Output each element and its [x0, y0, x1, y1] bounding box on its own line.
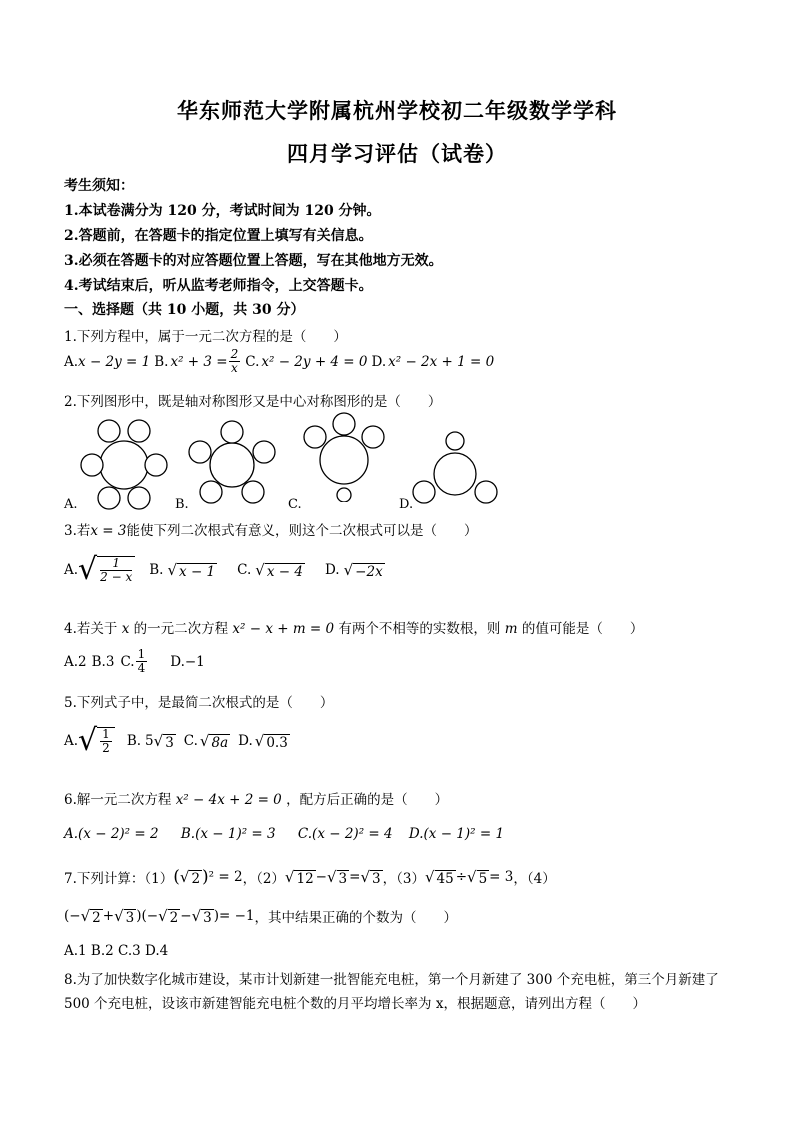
- notice-item: 2.答题前，在答题卡的指定位置上填写有关信息。: [64, 228, 373, 244]
- sqrt-icon: √: [114, 906, 124, 925]
- center-circle: [100, 441, 148, 489]
- item-4-radical: [158, 907, 180, 926]
- item-2-radical: [327, 868, 349, 887]
- petal-circle: [242, 481, 264, 503]
- option-a: A.(x − 2)² = 2: [64, 826, 159, 842]
- stem-equation: x² − 4x + 2 = 0: [175, 792, 282, 808]
- option-label: D.: [371, 353, 387, 370]
- operator: ÷: [455, 869, 468, 885]
- stem-text: 3.若: [64, 523, 91, 539]
- figure-d: [410, 428, 500, 510]
- stem-text: 的值可能是（ ）: [521, 621, 644, 637]
- question-2-stem: 2.下列图形中，既是轴对称图形又是中心对称图形的是（ ）: [64, 394, 442, 410]
- item-4-radical: [192, 907, 214, 926]
- fraction-numerator: 2: [230, 347, 239, 361]
- question-3-stem: [64, 519, 478, 539]
- figure-b: [186, 420, 278, 512]
- coefficient: 5: [145, 733, 154, 749]
- stem-text: 6.解一元二次方程: [64, 792, 172, 808]
- radicand: 2: [191, 870, 201, 887]
- separator: ，（3）: [382, 871, 425, 887]
- radicand: [97, 556, 135, 588]
- radicand: 2: [169, 909, 179, 926]
- option-a: x − 2y = 1: [78, 353, 151, 370]
- item-4-radical: [114, 907, 136, 926]
- petal-circle: [128, 420, 150, 442]
- petal-circle: [475, 481, 497, 503]
- option-b: B.3: [91, 653, 115, 670]
- question-3-options: [64, 552, 385, 588]
- option-d-radical: [255, 732, 290, 751]
- question-5-stem: 5.下列式子中，是最简二次根式的是（ ）: [64, 695, 334, 711]
- operator: = 3: [489, 869, 514, 885]
- option-d: x² − 2x + 1 = 0: [388, 353, 495, 370]
- option-label: C.: [183, 733, 198, 749]
- fraction-numerator: 1: [102, 727, 110, 741]
- section-heading: 一、选择题（共 10 小题，共 30 分）: [64, 302, 305, 318]
- option-d: D.−1: [170, 653, 205, 670]
- option-label: C.: [288, 497, 302, 512]
- operator: −: [180, 908, 192, 924]
- option-label: A.: [64, 353, 79, 370]
- paren: ): [202, 867, 209, 887]
- option-a-radical: [78, 552, 135, 588]
- stem-text: 能使下列二次根式有意义，则这个二次根式可以是（ ）: [126, 523, 478, 539]
- option-label: B.: [126, 733, 142, 749]
- sqrt-icon: √: [153, 731, 164, 750]
- question-4-options: [64, 648, 205, 675]
- sqrt-icon: √: [360, 867, 371, 886]
- question-7-stem-cont: [64, 906, 457, 926]
- petal-circle: [98, 487, 120, 509]
- option-d: D.(x − 1)² = 1: [408, 826, 505, 842]
- fraction-denominator: x: [231, 361, 238, 375]
- item-4-result: = −1: [219, 908, 255, 924]
- question-5-options: [64, 723, 290, 759]
- stem-equation: x² − x + m = 0: [232, 621, 335, 637]
- item-3-radical: [425, 868, 456, 887]
- radicand: 12: [296, 870, 314, 887]
- operator: +: [102, 908, 115, 924]
- sqrt-icon: √: [467, 867, 477, 886]
- notice-item: 3.必须在答题卡的对应答题位置上答题，写在其他地方无效。: [64, 253, 443, 269]
- question-8-stem-cont: 500 个充电桩，设该市新建智能充电桩个数的月平均增长率为 x，根据题意，请列出方程（ ）: [64, 996, 646, 1012]
- figure-c: [298, 410, 390, 502]
- separator: ，（2）: [242, 871, 285, 887]
- petal-circle: [128, 487, 150, 509]
- petal-circle: [145, 454, 167, 476]
- stem-text: 4.若关于: [64, 621, 118, 637]
- question-1-stem: 1.下列方程中，属于一元二次方程的是（ ）: [64, 329, 347, 345]
- item-1-result: ² = 2: [208, 869, 243, 885]
- stem-variable: m: [504, 621, 518, 637]
- notice-item: 1.本试卷满分为 120 分，考试时间为 120 分钟。: [64, 203, 381, 219]
- item-2-radical: [285, 868, 316, 887]
- radicand: 3: [338, 870, 348, 887]
- question-6-options: [64, 826, 504, 842]
- fraction-numerator: 1: [137, 647, 146, 661]
- option-d-radical: [344, 561, 385, 580]
- option-label: A.: [64, 562, 79, 578]
- option-b: B.(x − 1)² = 3: [180, 826, 276, 842]
- item-4-radical: [81, 907, 103, 926]
- petal-circle: [362, 426, 384, 448]
- radicand: x − 4: [266, 563, 303, 580]
- stem-text: 7.下列计算：（1）: [64, 871, 174, 887]
- option-label: D.: [324, 562, 340, 578]
- option-label: C.: [120, 653, 135, 670]
- notice-heading: 考生须知：: [64, 178, 134, 194]
- petal-circle: [200, 481, 222, 503]
- option-c: C.(x − 2)² = 4: [297, 826, 393, 842]
- radicand: 5: [478, 870, 488, 887]
- option-label: B.: [154, 353, 169, 370]
- sqrt-icon: √: [78, 552, 98, 587]
- question-7-stem: [64, 867, 556, 887]
- sqrt-icon: √: [80, 906, 91, 925]
- stem-variable: x: [121, 621, 130, 637]
- radicand-fraction: [100, 557, 132, 584]
- radicand: 45: [436, 870, 454, 887]
- stem-text: 的一元二次方程: [133, 621, 229, 637]
- fraction-numerator: 1: [100, 557, 132, 571]
- sqrt-icon: √: [167, 560, 178, 579]
- option-a-radical: [78, 723, 115, 759]
- petal-circle: [333, 413, 355, 435]
- petal-circle: [337, 488, 351, 502]
- stem-text: ，配方后正确的是（ ）: [286, 792, 449, 808]
- option-b-radical: [154, 732, 176, 751]
- question-1-options: [64, 348, 494, 375]
- petal-circle: [253, 441, 275, 463]
- radicand: [97, 727, 115, 759]
- center-circle: [210, 443, 254, 487]
- option-label: D.: [238, 733, 253, 749]
- separator: ，（4）: [513, 871, 556, 887]
- stem-text: 有两个不相等的实数根，则: [338, 621, 501, 637]
- radicand: 3: [372, 870, 381, 887]
- radicand: 0.3: [266, 734, 288, 751]
- radicand: x − 1: [179, 563, 216, 580]
- paren-close: ): [213, 908, 219, 924]
- paren: (: [173, 867, 180, 887]
- stem-text: ，其中结果正确的个数为（ ）: [254, 910, 458, 926]
- fraction-denominator: 2 − x: [100, 570, 133, 584]
- item-1-radical: [180, 868, 202, 887]
- sqrt-icon: √: [78, 723, 98, 758]
- option-label: C.: [245, 353, 260, 370]
- sqrt-icon: √: [191, 906, 202, 925]
- option-label: B.: [175, 497, 189, 512]
- option-b-radical: [167, 561, 217, 580]
- paren-close: ): [136, 908, 142, 924]
- exam-subtitle: 四月学习评估（试卷）: [287, 141, 507, 166]
- radicand: 2: [92, 909, 101, 926]
- sqrt-icon: √: [254, 731, 265, 750]
- option-label: C.: [237, 562, 252, 578]
- sqrt-icon: √: [284, 867, 295, 886]
- center-circle: [320, 436, 368, 484]
- radicand: −2x: [355, 563, 383, 580]
- petal-circle: [413, 481, 435, 503]
- sqrt-icon: √: [179, 867, 190, 886]
- option-label: A.: [64, 497, 78, 512]
- fraction-denominator: 2: [102, 741, 110, 755]
- operator: −: [315, 869, 327, 885]
- option-b: x² + 3 =: [170, 353, 228, 370]
- radicand-fraction: [100, 728, 112, 755]
- center-circle: [434, 453, 476, 495]
- option-c-radical: [200, 732, 230, 751]
- option-label: A.: [64, 733, 79, 749]
- option-c-radical: [255, 561, 305, 580]
- petal-circle: [189, 441, 211, 463]
- question-8-stem: 8.为了加快数字化城市建设，某市计划新建一批智能充电桩，第一个月新建了 300 个充电桩，第三个月新建了: [64, 972, 719, 988]
- option-c-fraction: [136, 648, 148, 675]
- radicand: 3: [165, 734, 174, 751]
- option-b-fraction: [229, 348, 241, 375]
- item-2-radical: [360, 868, 382, 887]
- stem-condition: x = 3: [90, 523, 127, 539]
- sqrt-icon: √: [424, 867, 435, 886]
- petal-circle: [221, 421, 243, 443]
- option-label: B.: [149, 562, 164, 578]
- sqrt-icon: √: [326, 867, 337, 886]
- figure-a: [78, 418, 170, 510]
- question-6-stem: [64, 788, 448, 808]
- paren-open: (−: [141, 908, 159, 924]
- sqrt-icon: √: [255, 560, 265, 579]
- petal-circle: [304, 426, 326, 448]
- petal-circle: [81, 454, 103, 476]
- question-4-stem: [64, 617, 643, 637]
- radicand: 3: [203, 909, 212, 926]
- option-label: D.: [399, 497, 414, 512]
- exam-title: 华东师范大学附属杭州学校初二年级数学学科: [177, 98, 617, 123]
- item-3-radical: [467, 868, 489, 887]
- petal-circle: [98, 420, 120, 442]
- option-c: x² − 2y + 4 = 0: [261, 353, 368, 370]
- paren-open: (−: [64, 908, 81, 924]
- question-7-options: A.1 B.2 C.3 D.4: [64, 943, 169, 959]
- option-a: A.2: [64, 653, 87, 670]
- radicand: 3: [125, 909, 135, 926]
- operator: =: [349, 869, 361, 885]
- sqrt-icon: √: [199, 731, 210, 750]
- petal-circle: [446, 432, 464, 450]
- fraction-denominator: 4: [137, 661, 146, 675]
- sqrt-icon: √: [343, 560, 354, 579]
- sqrt-icon: √: [158, 906, 168, 925]
- radicand: 8a: [211, 734, 229, 751]
- notice-item: 4.考试结束后，听从监考老师指令，上交答题卡。: [64, 278, 373, 294]
